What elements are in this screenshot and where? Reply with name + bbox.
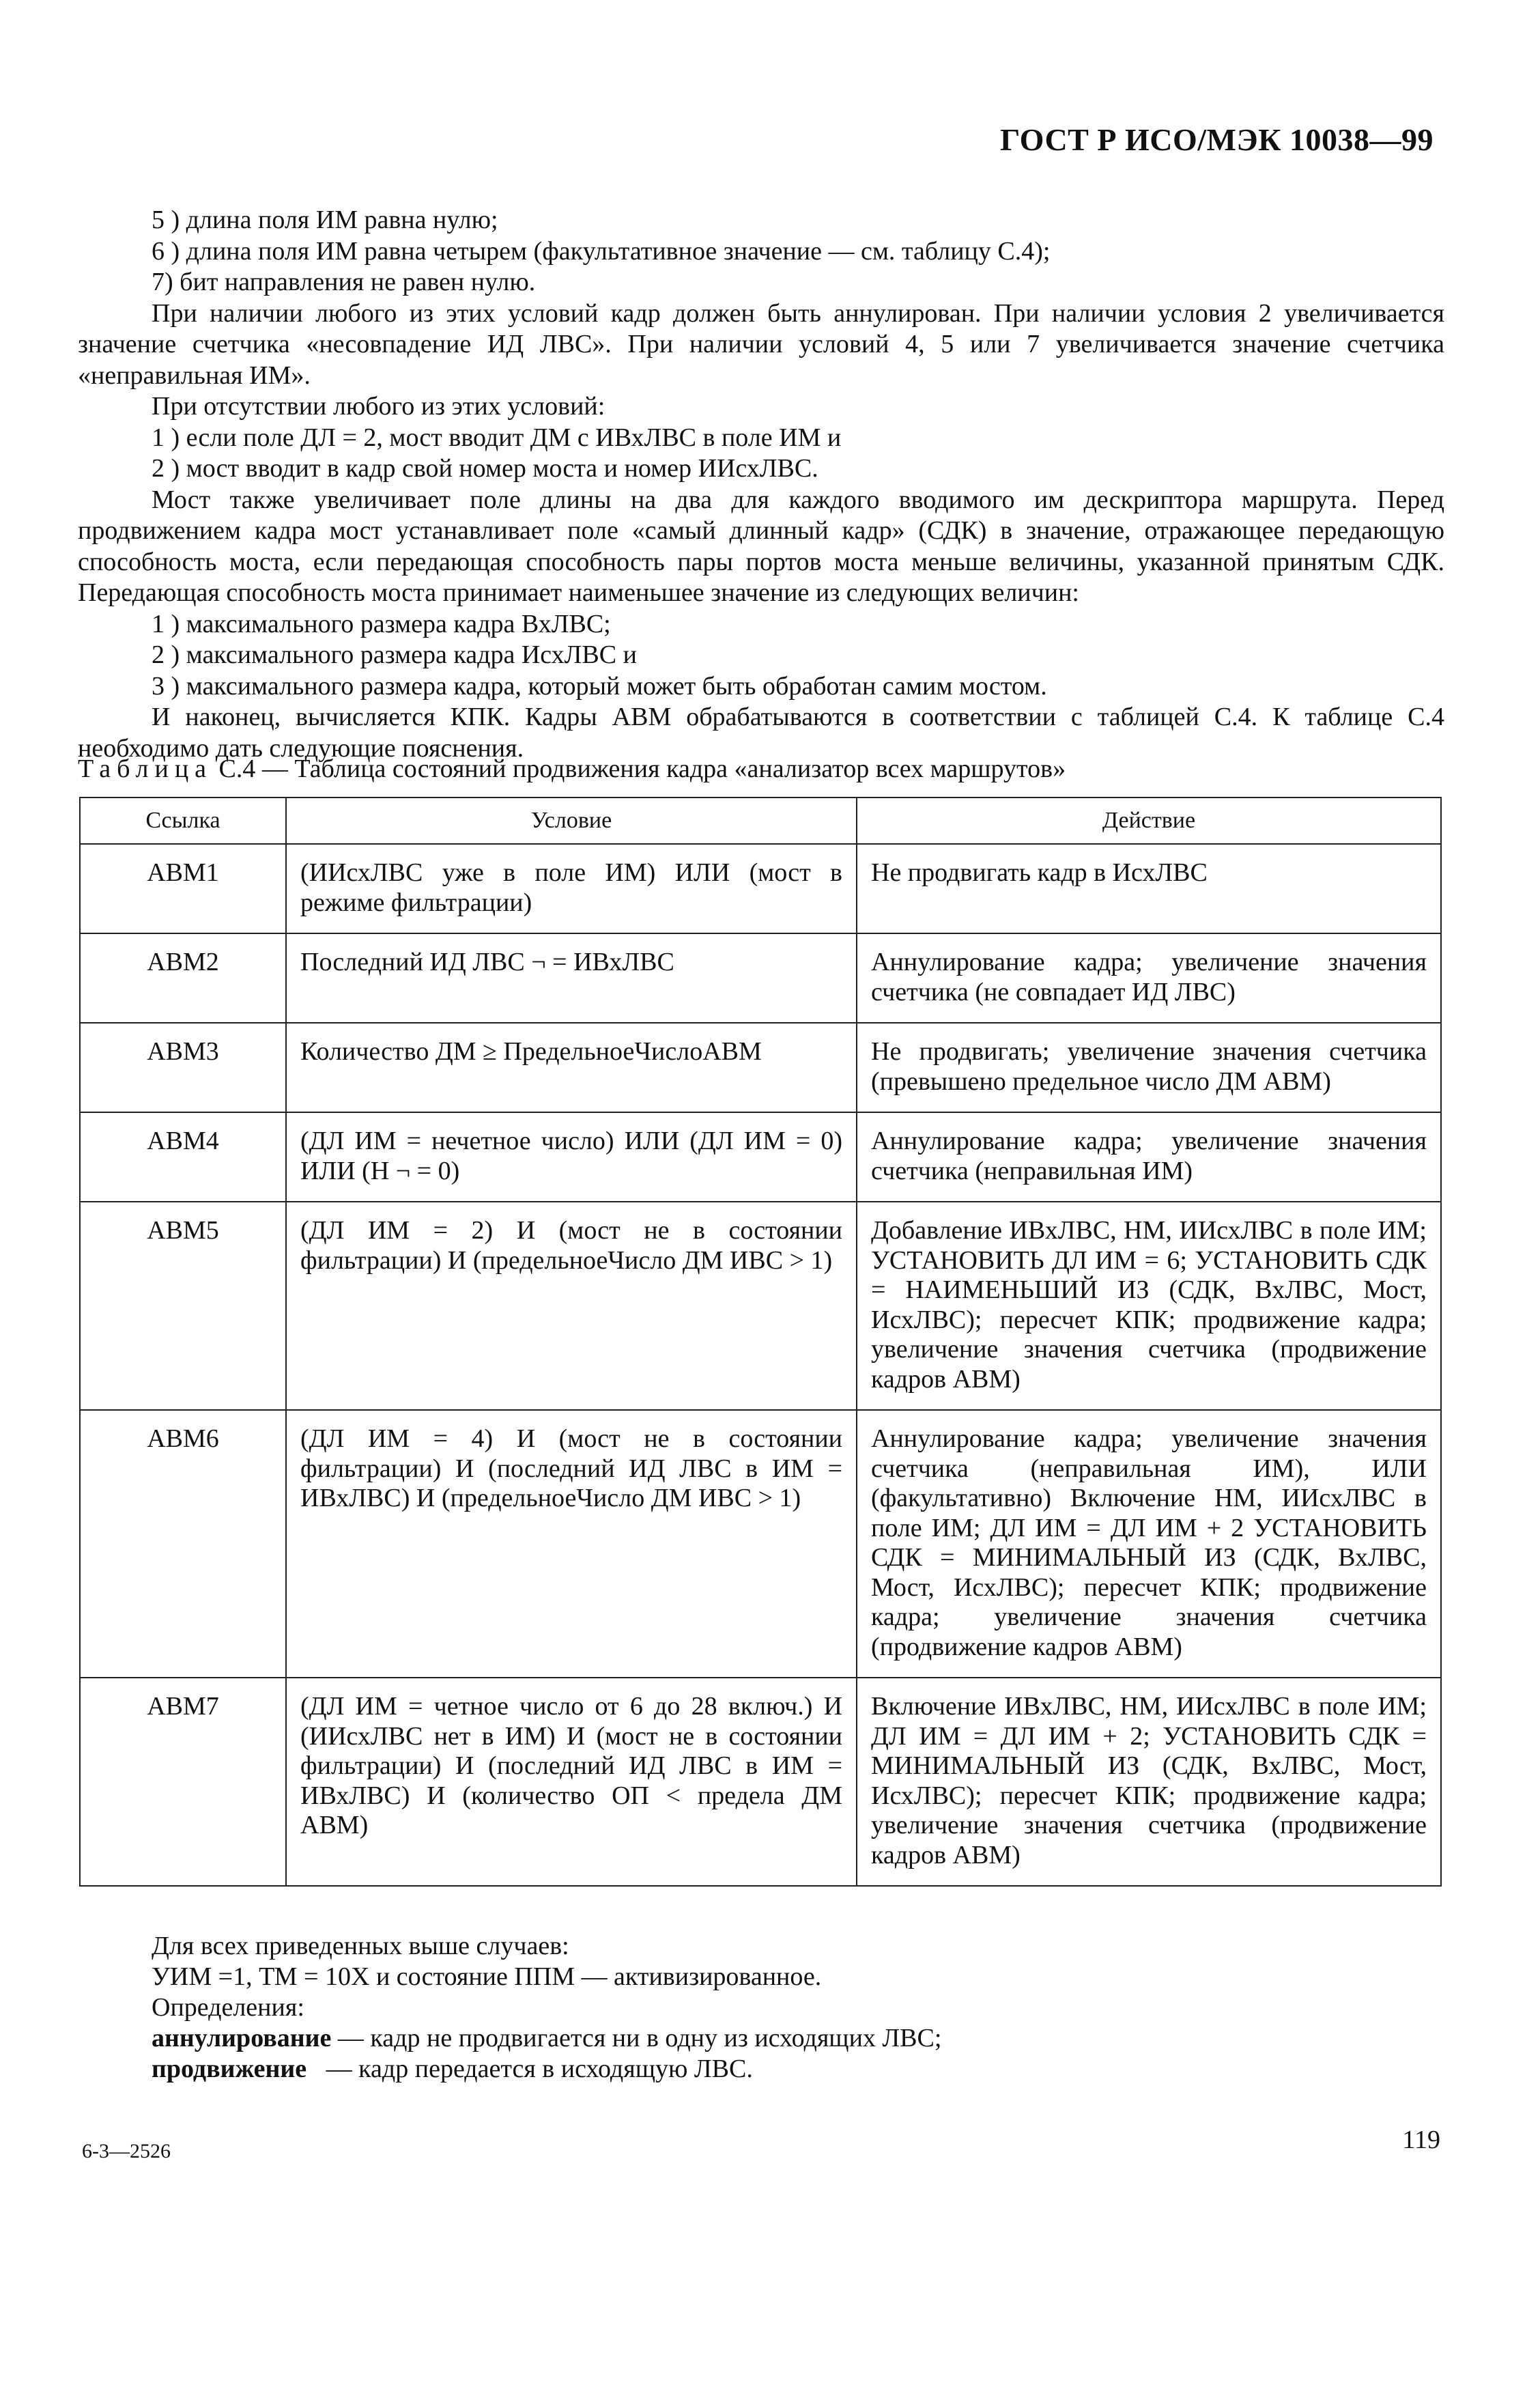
footnote-all-cases: Для всех приведенных выше случаев: (152, 1932, 569, 1960)
cell-condition: (ДЛ ИМ = нечетное число) ИЛИ (ДЛ ИМ = 0) ИЛИ (Н ¬ = 0) (286, 1112, 857, 1202)
cell-action: Аннулирование кадра; увеличение значения счетчика (неправильная ИМ) (857, 1112, 1441, 1202)
header-reference: Ссылка (80, 798, 286, 844)
paragraph-bridge: Мост также увеличивает поле длины на два для каждого вводимого им дескриптора маршрута. Перед продвижением кадра мост устанавливает поле «самый длинный кадр» (СДК) в значение, отражающее передающую способность моста, если передающая способность пары портов моста меньше величины, указанной принятым СДК. Передающая способность моста принимает наименьшее значение из следующих величин: (78, 485, 1444, 607)
cell-condition: (ДЛ ИМ = 4) И (мост не в состоянии фильтрации) И (последний ИД ЛВС в ИМ = ИВхЛВС) И (предельноеЧисло ДМ ИВС > 1) (286, 1410, 857, 1678)
cell-reference: ABM1 (80, 844, 286, 933)
absence-item: 1 ) если поле ДЛ = 2, мост вводит ДМ с ИВхЛВС в поле ИМ и (152, 423, 842, 452)
table-row (80, 1023, 1441, 1112)
table-caption (78, 754, 1444, 785)
definition-item (152, 2054, 1435, 2085)
capacity-item: 2 ) максимального размера кадра ИсхЛВС и (152, 640, 637, 669)
paragraph-annul: При наличии любого из этих условий кадр должен быть аннулирован. При наличии условия 2 увеличивается значение счетчика «несовпадение ИД ЛВС». При наличии условий 4, 5 или 7 увеличивается значение счетчика «неправильная ИМ». (78, 298, 1444, 390)
paragraph-absence: При отсутствии любого из этих условий: (152, 392, 605, 421)
table-row (80, 1112, 1441, 1202)
capacity-item: 1 ) максимального размера кадра ВхЛВС; (152, 609, 611, 638)
table-row (80, 933, 1441, 1023)
cell-condition: (ДЛ ИМ = четное число от 6 до 28 включ.) И (ИИсхЛВС нет в ИМ) И (мост не в состоянии фильтрации) И (последний ИД ЛВС в ИМ = ИВхЛВС) И (количество ОП < предела ДМ АВМ) (286, 1678, 857, 1886)
footnote-definitions-title: Определения: (152, 1993, 304, 2022)
body-text (78, 205, 1444, 764)
cell-condition: Количество ДМ ≥ ПредельноеЧислоАВМ (286, 1023, 857, 1112)
table-row (80, 1678, 1441, 1886)
definition-text: — кадр не продвигается ни в одну из исходящих ЛВС; (331, 2024, 942, 2052)
intro-line: 6 ) длина поля ИМ равна четырем (факультативное значение — см. таблицу С.4); (152, 236, 1051, 266)
cell-reference: АВМ5 (80, 1202, 286, 1410)
cell-action: Аннулирование кадра; увеличение значения счетчика (не совпадает ИД ЛВС) (857, 933, 1441, 1023)
table-caption-label: Таблица (78, 754, 213, 783)
table-row (80, 1202, 1441, 1410)
header-condition: Условие (286, 798, 857, 844)
footnotes (152, 1931, 1435, 2085)
cell-reference: АВМ4 (80, 1112, 286, 1202)
cell-action: Не продвигать кадр в ИсхЛВС (857, 844, 1441, 933)
document-header: ГОСТ Р ИСО/МЭК 10038—99 (1000, 122, 1434, 157)
definition-term: продвижение (152, 2055, 307, 2083)
cell-reference: АВМ2 (80, 933, 286, 1023)
cell-action: Не продвигать; увеличение значения счетчика (превышено предельное число ДМ АВМ) (857, 1023, 1441, 1112)
definition-item (152, 2023, 1435, 2054)
definition-text: — кадр передается в исходящую ЛВС. (306, 2055, 753, 2083)
paragraph-final: И наконец, вычисляется КПК. Кадры АВМ обрабатываются в соответствии с таблицей С.4. К таблице С.4 необходимо дать следующие пояснения. (78, 703, 1444, 763)
cell-reference: АВМ3 (80, 1023, 286, 1112)
intro-line: 7) бит направления не равен нулю. (152, 268, 536, 296)
capacity-item: 3 ) максимального размера кадра, который может быть обработан самим мостом. (152, 671, 1047, 701)
table-header-row (80, 798, 1441, 844)
header-action: Действие (857, 798, 1441, 844)
page-number: 119 (1402, 2126, 1440, 2154)
absence-item: 2 ) мост вводит в кадр свой номер моста и номер ИИсхЛВС. (152, 454, 818, 483)
table-caption-text: С.4 — Таблица состояний продвижения кадра «анализатор всех маршрутов» (212, 754, 1066, 783)
definition-term: аннулирование (152, 2024, 332, 2052)
footer-code: 6-3—2526 (82, 2140, 171, 2162)
table-row (80, 844, 1441, 933)
table-row (80, 1410, 1441, 1678)
cell-action: Аннулирование кадра; увеличение значения счетчика (неправильная ИМ), ИЛИ (факультативно) Включение НМ, ИИсхЛВС в поле ИМ; ДЛ ИМ = ДЛ ИМ + 2 УСТАНОВИТЬ СДК = МИНИМАЛЬНЫЙ ИЗ (СДК, ВхЛВС, Мост, ИсхЛВС); пересчет КПК; продвижение кадра; увеличение значения счетчика (продвижение кадров АВМ) (857, 1410, 1441, 1678)
intro-line: 5 ) длина поля ИМ равна нулю; (152, 206, 498, 234)
footnote-params: УИМ =1, ТМ = 10Х и состояние ППМ — активизированное. (152, 1962, 822, 1991)
cell-condition: Последний ИД ЛВС ¬ = ИВхЛВС (286, 933, 857, 1023)
cell-reference: АВМ7 (80, 1678, 286, 1886)
cell-condition: (ДЛ ИМ = 2) И (мост не в состоянии фильтрации) И (предельноеЧисло ДМ ИВС > 1) (286, 1202, 857, 1410)
cell-reference: АВМ6 (80, 1410, 286, 1678)
cell-action: Включение ИВхЛВС, НМ, ИИсхЛВС в поле ИМ; ДЛ ИМ = ДЛ ИМ + 2; УСТАНОВИТЬ СДК = МИНИМАЛЬНЫЙ ИЗ (СДК, ВхЛВС, Мост, ИсхЛВС); пересчет КПК; продвижение кадра; увеличение значения счетчика (продвижение кадров АВМ) (857, 1678, 1441, 1886)
cell-action: Добавление ИВхЛВС, НМ, ИИсхЛВС в поле ИМ; УСТАНОВИТЬ ДЛ ИМ = 6; УСТАНОВИТЬ СДК = НАИМЕНЬШИЙ ИЗ (СДК, ВхЛВС, Мост, ИсхЛВС); пересчет КПК; продвижение кадра; увеличение значения счетчика (продвижение кадров АВМ) (857, 1202, 1441, 1410)
state-table (79, 797, 1442, 1887)
cell-condition: (ИИсхЛВС уже в поле ИМ) ИЛИ (мост в режиме фильтрации) (286, 844, 857, 933)
